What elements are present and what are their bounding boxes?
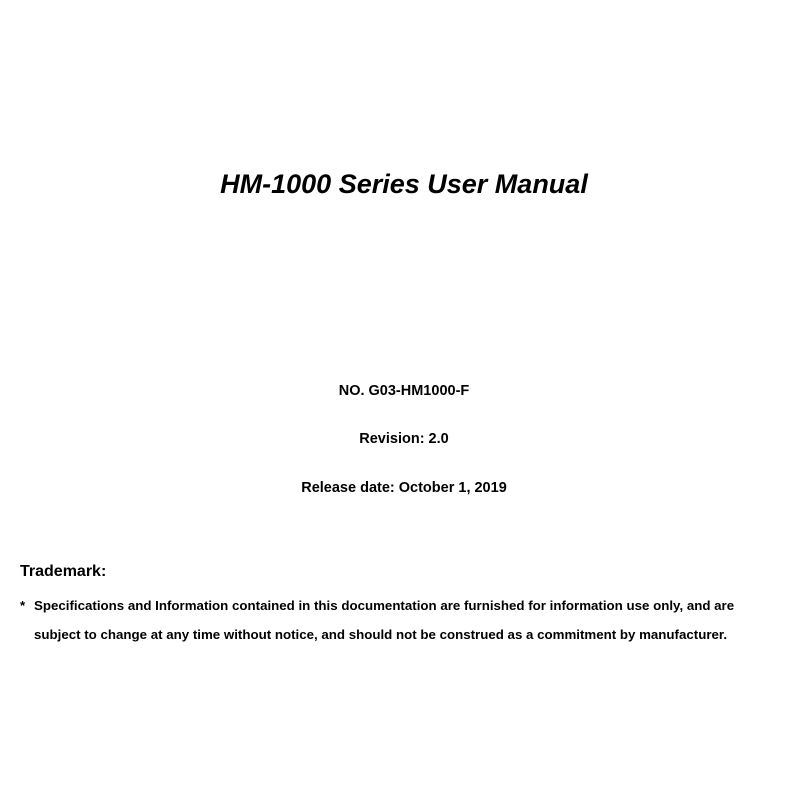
- document-title: HM-1000 Series User Manual: [220, 169, 588, 199]
- note-bullet: *: [20, 598, 26, 613]
- note-line-1: Specifications and Information contained in this documentation are furnished for information use only, and are: [34, 598, 735, 613]
- note-line-2: subject to change at any time without notice, and should not be construed as a commitment by manufacturer.: [34, 627, 728, 642]
- trademark-note: [20, 591, 800, 649]
- release-date: Release date: October 1, 2019: [301, 480, 507, 496]
- revision-label: Revision: 2.0: [359, 431, 449, 447]
- document-number: NO. G03-HM1000-F: [338, 383, 470, 399]
- trademark-heading: Trademark:: [20, 563, 107, 580]
